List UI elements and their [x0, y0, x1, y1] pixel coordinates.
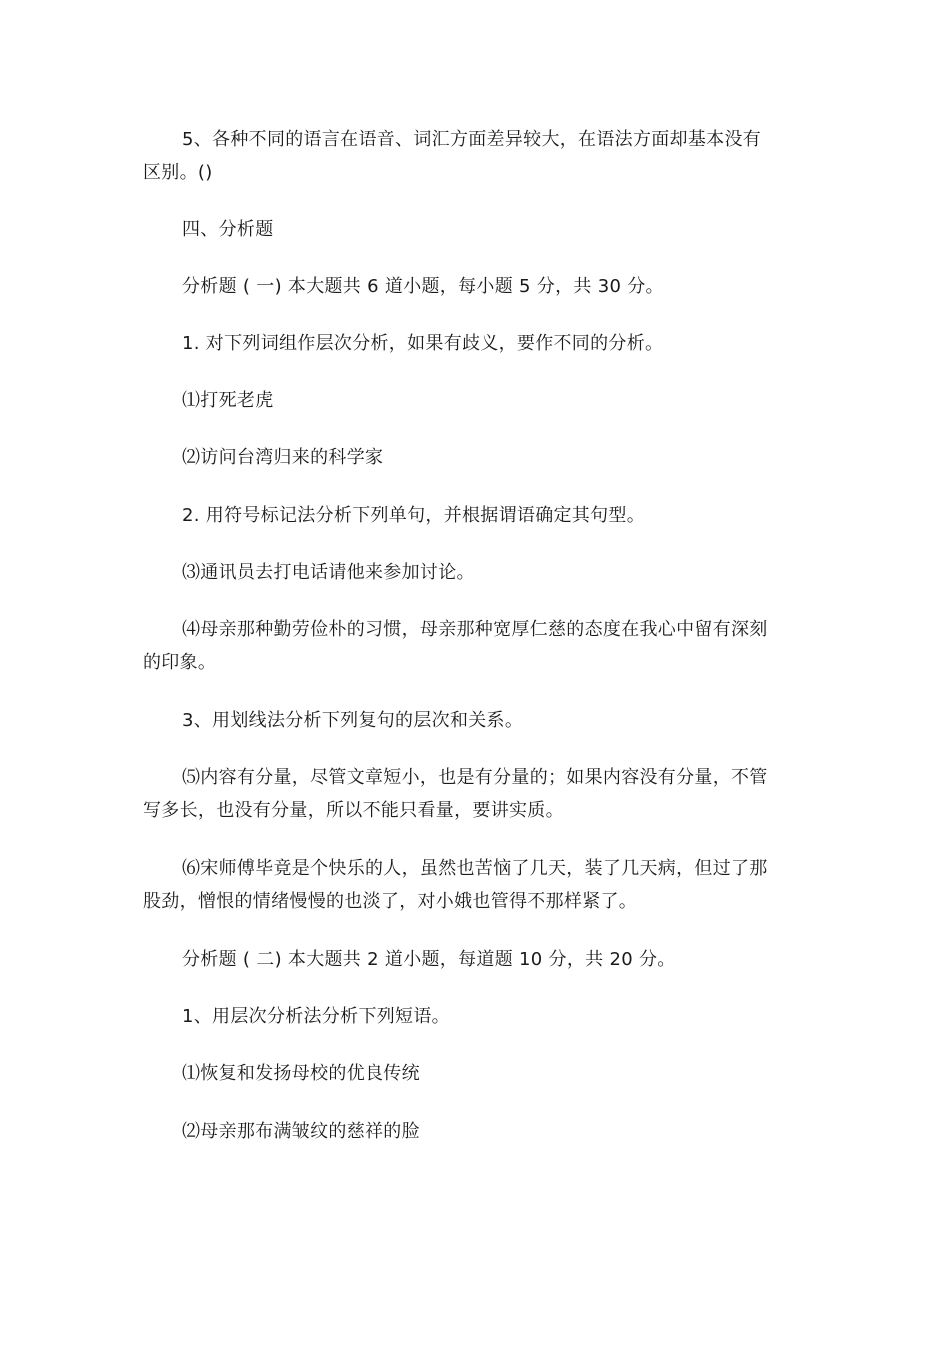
item-6: ⑹宋师傅毕竟是个快乐的人，虽然也苦恼了几天，装了几天病，但过了那股劲，憎恨的情绪慢慢的也淡了，对小娥也管得不那样紧了。	[143, 858, 768, 912]
question-5-judgment: 5、各种不同的语言在语音、词汇方面差异较大，在语法方面却基本没有区别。()	[143, 129, 762, 183]
section-heading-analysis: 四、分析题	[182, 219, 274, 240]
item-2: ⑵访问台湾归来的科学家	[182, 447, 384, 468]
item-4: ⑷母亲那种勤劳俭朴的习惯，母亲那种宽厚仁慈的态度在我心中留有深刻的印象。	[143, 619, 768, 673]
part-2-item-2: ⑵母亲那布满皱纹的慈祥的脸	[182, 1121, 420, 1142]
part-2-item-1: ⑴恢复和发扬母校的优良传统	[182, 1063, 420, 1084]
question-1-heading: 1. 对下列词组作层次分析，如果有歧义，要作不同的分析。	[182, 333, 664, 354]
part-2-question-1-heading: 1、用层次分析法分析下列短语。	[182, 1006, 450, 1027]
analysis-part-2-instructions: 分析题 ( 二) 本大题共 2 道小题，每道题 10 分，共 20 分。	[182, 949, 676, 970]
question-3-heading: 3、用划线法分析下列复句的层次和关系。	[182, 710, 524, 731]
item-3: ⑶通讯员去打电话请他来参加讨论。	[182, 562, 475, 583]
item-5: ⑸内容有分量，尽管文章短小，也是有分量的；如果内容没有分量，不管写多长，也没有分量，所以不能只看量，要讲实质。	[143, 767, 768, 821]
analysis-part-1-instructions: 分析题 ( 一) 本大题共 6 道小题，每小题 5 分，共 30 分。	[182, 276, 664, 297]
item-1: ⑴打死老虎	[182, 390, 274, 411]
question-2-heading: 2. 用符号标记法分析下列单句，并根据谓语确定其句型。	[182, 505, 645, 526]
